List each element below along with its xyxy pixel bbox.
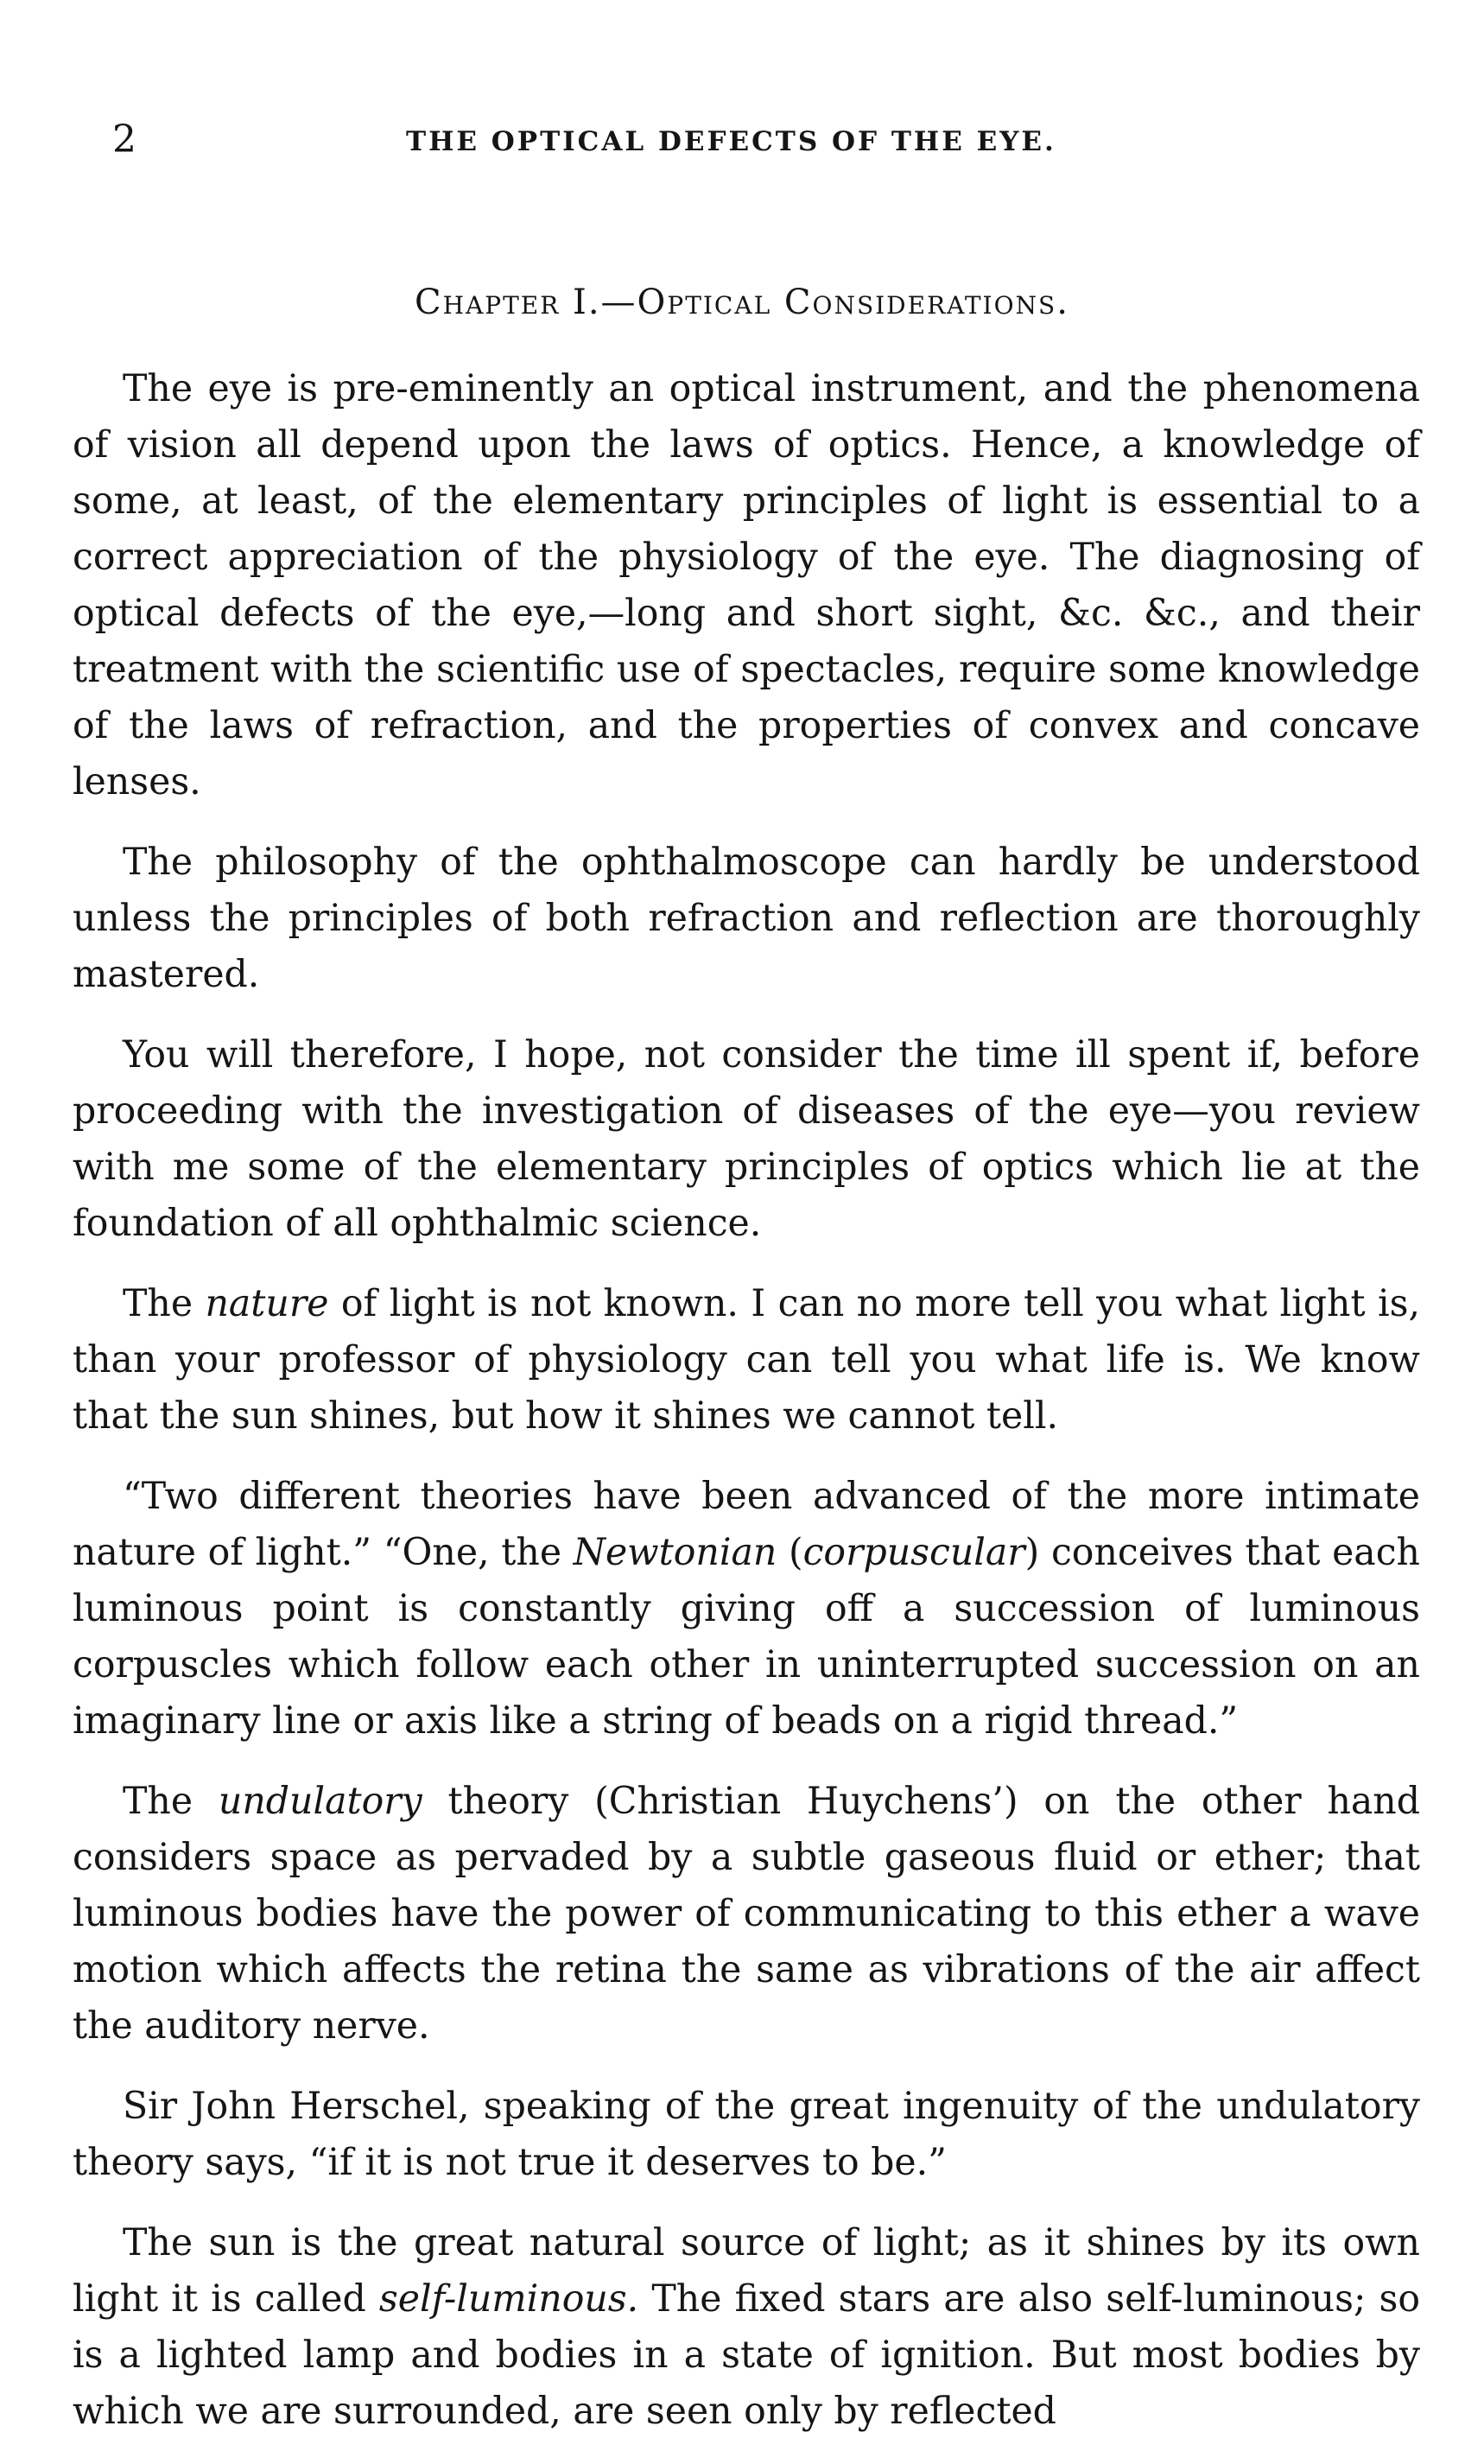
paragraph-herschel-quote <box>73 2079 1420 2191</box>
italic-term: nature <box>205 1282 329 1325</box>
paragraph-text: The <box>123 1282 206 1325</box>
paragraph-review-optics <box>73 1027 1420 1252</box>
paragraph-text: The <box>123 1780 219 1823</box>
paragraph-text: theory (Christian Huychens’) on the other hand considers space as pervaded by a subtle gaseous fluid or ether; that luminous bodies have the power of communicating to this ether a wave motion which affects the retina the same as vibrations of the air affect the auditory nerve. <box>73 1780 1421 2048</box>
paragraph-text: The eye is pre-eminently an optical instrument, and the phenomena of vision all depend upon the laws of optics. Hence, a knowledge of some, at least, of the elementary principles of light is essential to a correct appreciation of the physiology of the eye. The diagnosing of optical defects of the eye,—long and short sight, &c. &c., and their treatment with the scientific use of spectacles, require some knowledge of the laws of refraction, and the properties of convex and concave lenses. <box>73 367 1420 803</box>
paragraph-text: ( <box>777 1531 803 1574</box>
paragraph-text: ) conceives that each luminous point is constantly giving off a succession of luminous corpuscles which follow each other in uninterrupted succession on an imaginary line or axis like a string of beads on a rigid thread.” <box>73 1531 1420 1743</box>
paragraph-text: The fixed stars are also self-luminous; so is a lighted lamp and bodies in a state of ignition. But most bodies by which we are surrounded, are seen only by reflected <box>73 2277 1420 2433</box>
paragraph-text: “Two different theories have been advanced of the more intimate nature of light.” “One, the <box>73 1475 1420 1574</box>
italic-term: undulatory <box>218 1780 422 1823</box>
body-text <box>73 361 1420 2464</box>
paragraph-ophthalmoscope <box>73 835 1420 1003</box>
page-number: 2 <box>112 117 136 162</box>
paragraph-eye-optical-instrument <box>73 361 1420 810</box>
paragraph-sources-of-light <box>73 2215 1420 2440</box>
paragraph-text: of light is not known. I can no more tell you what light is, than your professor of physiology can tell you what life is. We know that the sun shines, but how it shines we cannot tell. <box>73 1282 1420 1438</box>
running-head <box>104 114 1417 166</box>
paragraph-text: You will therefore, I hope, not consider the time ill spent if, before proceeding with the investigation of diseases of the eye—you review with me some of the elementary principles of optics which lie at the foundation of all ophthalmic science. <box>73 1033 1420 1245</box>
italic-term: Newtonian <box>573 1531 777 1574</box>
italic-term: corpuscular <box>802 1531 1025 1574</box>
paragraph-undulatory-theory <box>73 1774 1420 2054</box>
paragraph-corpuscular-theory <box>73 1469 1420 1750</box>
italic-term: self-luminous. <box>378 2277 639 2321</box>
chapter-title: Chapter I.—Optical Considerations. <box>415 283 1069 322</box>
paragraph-nature-of-light <box>73 1276 1420 1445</box>
running-title: THE OPTICAL DEFECTS OF THE EYE. <box>406 126 1056 157</box>
paragraph-text: Sir John Herschel, speaking of the great ingenuity of the undulatory theory says, “if it is not true it deserves to be.” <box>73 2085 1420 2184</box>
paragraph-text: The philosophy of the ophthalmoscope can hardly be understood unless the principles of both refraction and reflection are thoroughly mastered. <box>73 841 1420 996</box>
paragraph-text: The sun is the great natural source of light; as it shines by its own light it is called <box>73 2221 1420 2321</box>
